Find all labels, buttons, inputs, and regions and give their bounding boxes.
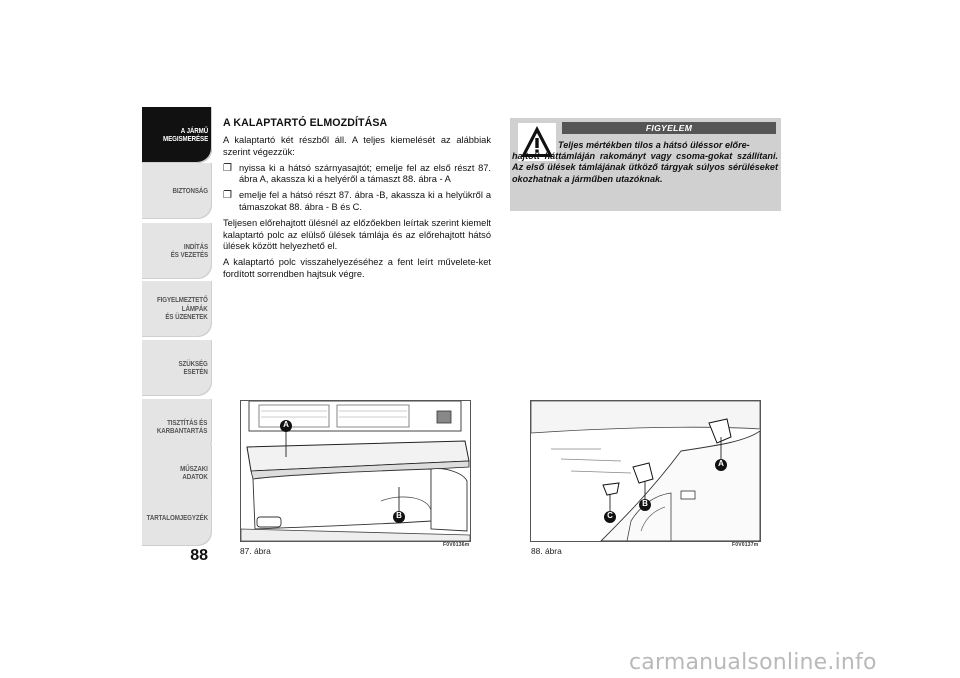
section-title: A KALAPTARTÓ ELMOZDÍTÁSA [223, 117, 388, 129]
checkbox-bullet-icon: ❐ [223, 162, 232, 174]
page-number: 88 [190, 547, 208, 564]
warning-box [510, 118, 781, 211]
figure-label-b: B [396, 511, 402, 520]
figure-87-caption: 87. ábra [240, 546, 271, 556]
tab-vehicle-overview[interactable] [142, 107, 212, 163]
checkbox-bullet-icon: ❐ [223, 190, 232, 202]
tab-label: TARTALOMJEGYZÉK [146, 512, 208, 522]
warning-heading: FIGYELEM [562, 122, 776, 134]
bullet-text: nyissa ki a hátsó szárnyasajtót; emelje fel az első részt 87. ábra A, akassza ki a helyéről a támaszt 88. ábra - A [239, 162, 491, 185]
figure-88-caption: 88. ábra [531, 546, 562, 556]
watermark-text: carmanualsonline.info [629, 650, 877, 675]
tab-label: SZÜKSÉG ESETÉN [178, 358, 208, 376]
tab-label: MŰSZAKI ADATOK [180, 463, 208, 481]
tab-label: INDÍTÁS ÉS VEZETÉS [170, 241, 208, 259]
bullet-text: emelje fel a hátsó részt 87. ábra -B, akassza ki a helyükről a támaszokat 88. ábra - B és C. [239, 190, 491, 212]
list-item [223, 190, 491, 214]
warning-line: Teljes mértékben tilos a hátsó üléssor előre- [558, 140, 750, 150]
figure-label-a: A [718, 459, 724, 468]
figure-87-code: F0V0136m [443, 542, 470, 548]
tab-contents[interactable] [142, 490, 212, 546]
tab-label: BIZTONSÁG [172, 185, 208, 195]
figure-label-c: C [607, 511, 613, 520]
figure-87-illustration [240, 400, 471, 542]
tab-warning-lights[interactable] [142, 281, 212, 337]
warning-text [512, 140, 778, 185]
warning-line: hajtott háttámláján rakományt vagy csoma-gokat szállítani. Az első ülések támlájának ütköző tárgyak súlyos sérüléseket okozhatnak a járműben utazóknak. [512, 151, 778, 184]
figure-label-a: A [283, 420, 289, 429]
figure-88-illustration [530, 400, 761, 542]
figure-88-code: F0V0137m [732, 542, 759, 548]
main-text [221, 117, 491, 285]
tab-label: A JÁRMŰ MEGISMERÉSE [162, 125, 208, 143]
tab-label: FIGYELMEZTETŐ LÁMPÁK ÉS ÜZENETEK [156, 295, 208, 322]
tab-label: TISZTÍTÁS ÉS KARBANTARTÁS [157, 417, 208, 435]
tab-starting-driving[interactable] [142, 223, 212, 279]
tab-emergency[interactable] [142, 340, 212, 396]
list-item [223, 163, 491, 187]
intro-paragraph: A kalaptartó két részből áll. A teljes kiemelését az alábbiak szerint végezzük: [223, 135, 491, 157]
paragraph: A kalaptartó polc visszahelyezéséhez a fent leírt művelete-ket fordított sorrendben hajtsuk végre. [223, 257, 491, 279]
paragraph: Teljesen előrehajtott ülésnél az előzőekben leírtak szerint kiemelt kalaptartó polc az elülső ülések támlája és az előrehajtott hátsó ülések között helyezhető el. [223, 217, 491, 252]
tab-safety[interactable] [142, 163, 212, 219]
figure-label-b: B [642, 499, 648, 508]
